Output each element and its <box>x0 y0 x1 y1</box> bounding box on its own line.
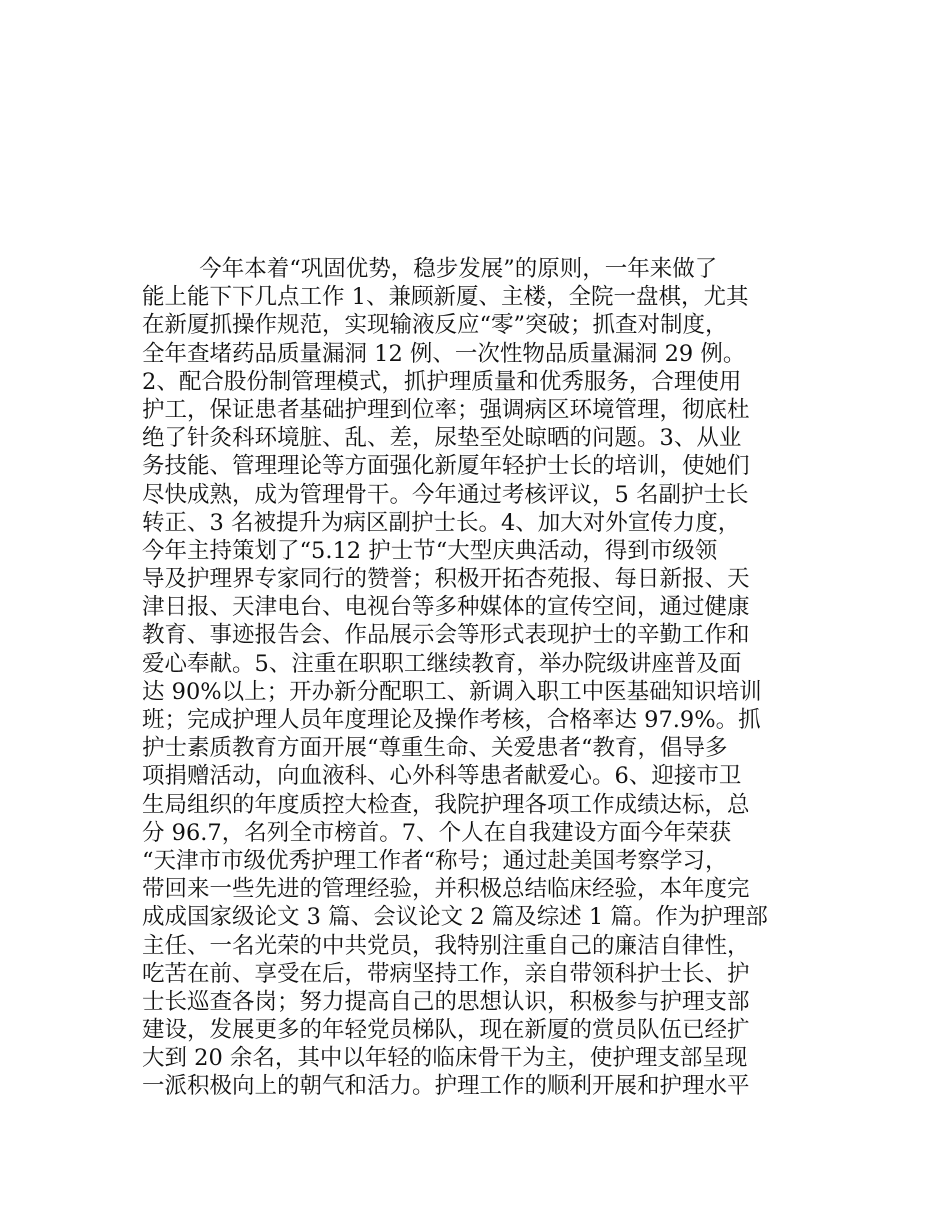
text-line: 津日报、天津电台、电视台等多种媒体的宣传空间，通过健康 <box>142 594 750 621</box>
text-line: 分 96.7，名列全市榜首。7、个人在自我建设方面今年荣获 <box>142 819 732 846</box>
text-line: “天津市市级优秀护理工作者“称号；通过赴美国考察学习， <box>142 847 728 874</box>
text-line: 导及护理界专家同行的赞誉；积极开拓杏苑报、每日新报、天 <box>142 566 750 593</box>
text-line: 今年本着“巩固优势，稳步发展”的原则，一年来做了 <box>142 256 718 282</box>
text-line: 大到 20 余名，其中以年轻的临床骨干为主，使护理支部呈现 <box>142 1045 748 1072</box>
text-line: 带回来一些先进的管理经验，并积极总结临床经验，本年度完 <box>142 876 750 903</box>
text-line: 教育、事迹报告会、作品展示会等形式表现护士的辛勤工作和 <box>142 622 750 649</box>
text-line: 能上能下下几点工作 1、兼顾新厦、主楼，全院一盘棋，尤其 <box>142 284 749 311</box>
text-line: 一派积极向上的朝气和活力。护理工作的顺利开展和护理水平 <box>142 1073 750 1100</box>
text-line: 项捐赠活动，向血液科、心外科等患者献爱心。6、迎接市卫 <box>142 763 742 790</box>
text-line: 2、配合股份制管理模式，抓护理质量和优秀服务，合理使用 <box>142 368 742 395</box>
text-line: 主任、一名光荣的中共党员，我特别注重自己的廉洁自律性， <box>142 932 750 959</box>
text-line: 尽快成熟，成为管理骨干。今年通过考核评议，5 名副护士长 <box>142 481 749 508</box>
text-line: 全年查堵药品质量漏洞 12 例、一次性物品质量漏洞 29 例。 <box>142 340 746 367</box>
text-line: 今年主持策划了“5.12 护士节“大型庆典活动，得到市级领 <box>142 537 718 564</box>
text-line: 生局组织的年度质控大检查，我院护理各项工作成绩达标，总 <box>142 791 750 818</box>
text-line: 转正、3 名被提升为病区副护士长。4、加大对外宣传力度， <box>142 509 741 536</box>
text-line: 班；完成护理人员年度理论及操作考核，合格率达 97.9%。抓 <box>142 707 761 733</box>
text-line: 护士素质教育方面开展“尊重生命、关爱患者“教育，倡导多 <box>142 735 728 762</box>
text-line: 建设，发展更多的年轻党员梯队，现在新厦的赏员队伍已经扩 <box>142 1017 750 1044</box>
text-line: 务技能、管理理论等方面强化新厦年轻护士长的培训，使她们 <box>142 453 750 480</box>
text-line: 爱心奉献。5、注重在职职工继续教育，举办院级讲座普及面 <box>142 650 742 677</box>
text-line: 达 90%以上；开办新分配职工、新调入职工中医基础知识培训 <box>142 678 762 705</box>
body-paragraph <box>142 255 822 1101</box>
text-line: 吃苦在前、享受在后，带病坚持工作，亲自带领科护士长、护 <box>142 960 750 987</box>
text-line: 成成国家级论文 3 篇、会议论文 2 篇及综述 1 篇。作为护理部 <box>142 904 768 931</box>
text-line: 士长巡查各岗；努力提高自己的思想认识，积极参与护理支部 <box>142 988 750 1015</box>
text-line: 护工，保证患者基础护理到位率；强调病区环境管理，彻底杜 <box>142 396 750 423</box>
text-line: 绝了针灸科环境脏、乱、差，尿垫至处晾晒的问题。3、从业 <box>142 425 742 452</box>
text-line: 在新厦抓操作规范，实现输液反应“零”突破；抓查对制度， <box>142 312 728 339</box>
